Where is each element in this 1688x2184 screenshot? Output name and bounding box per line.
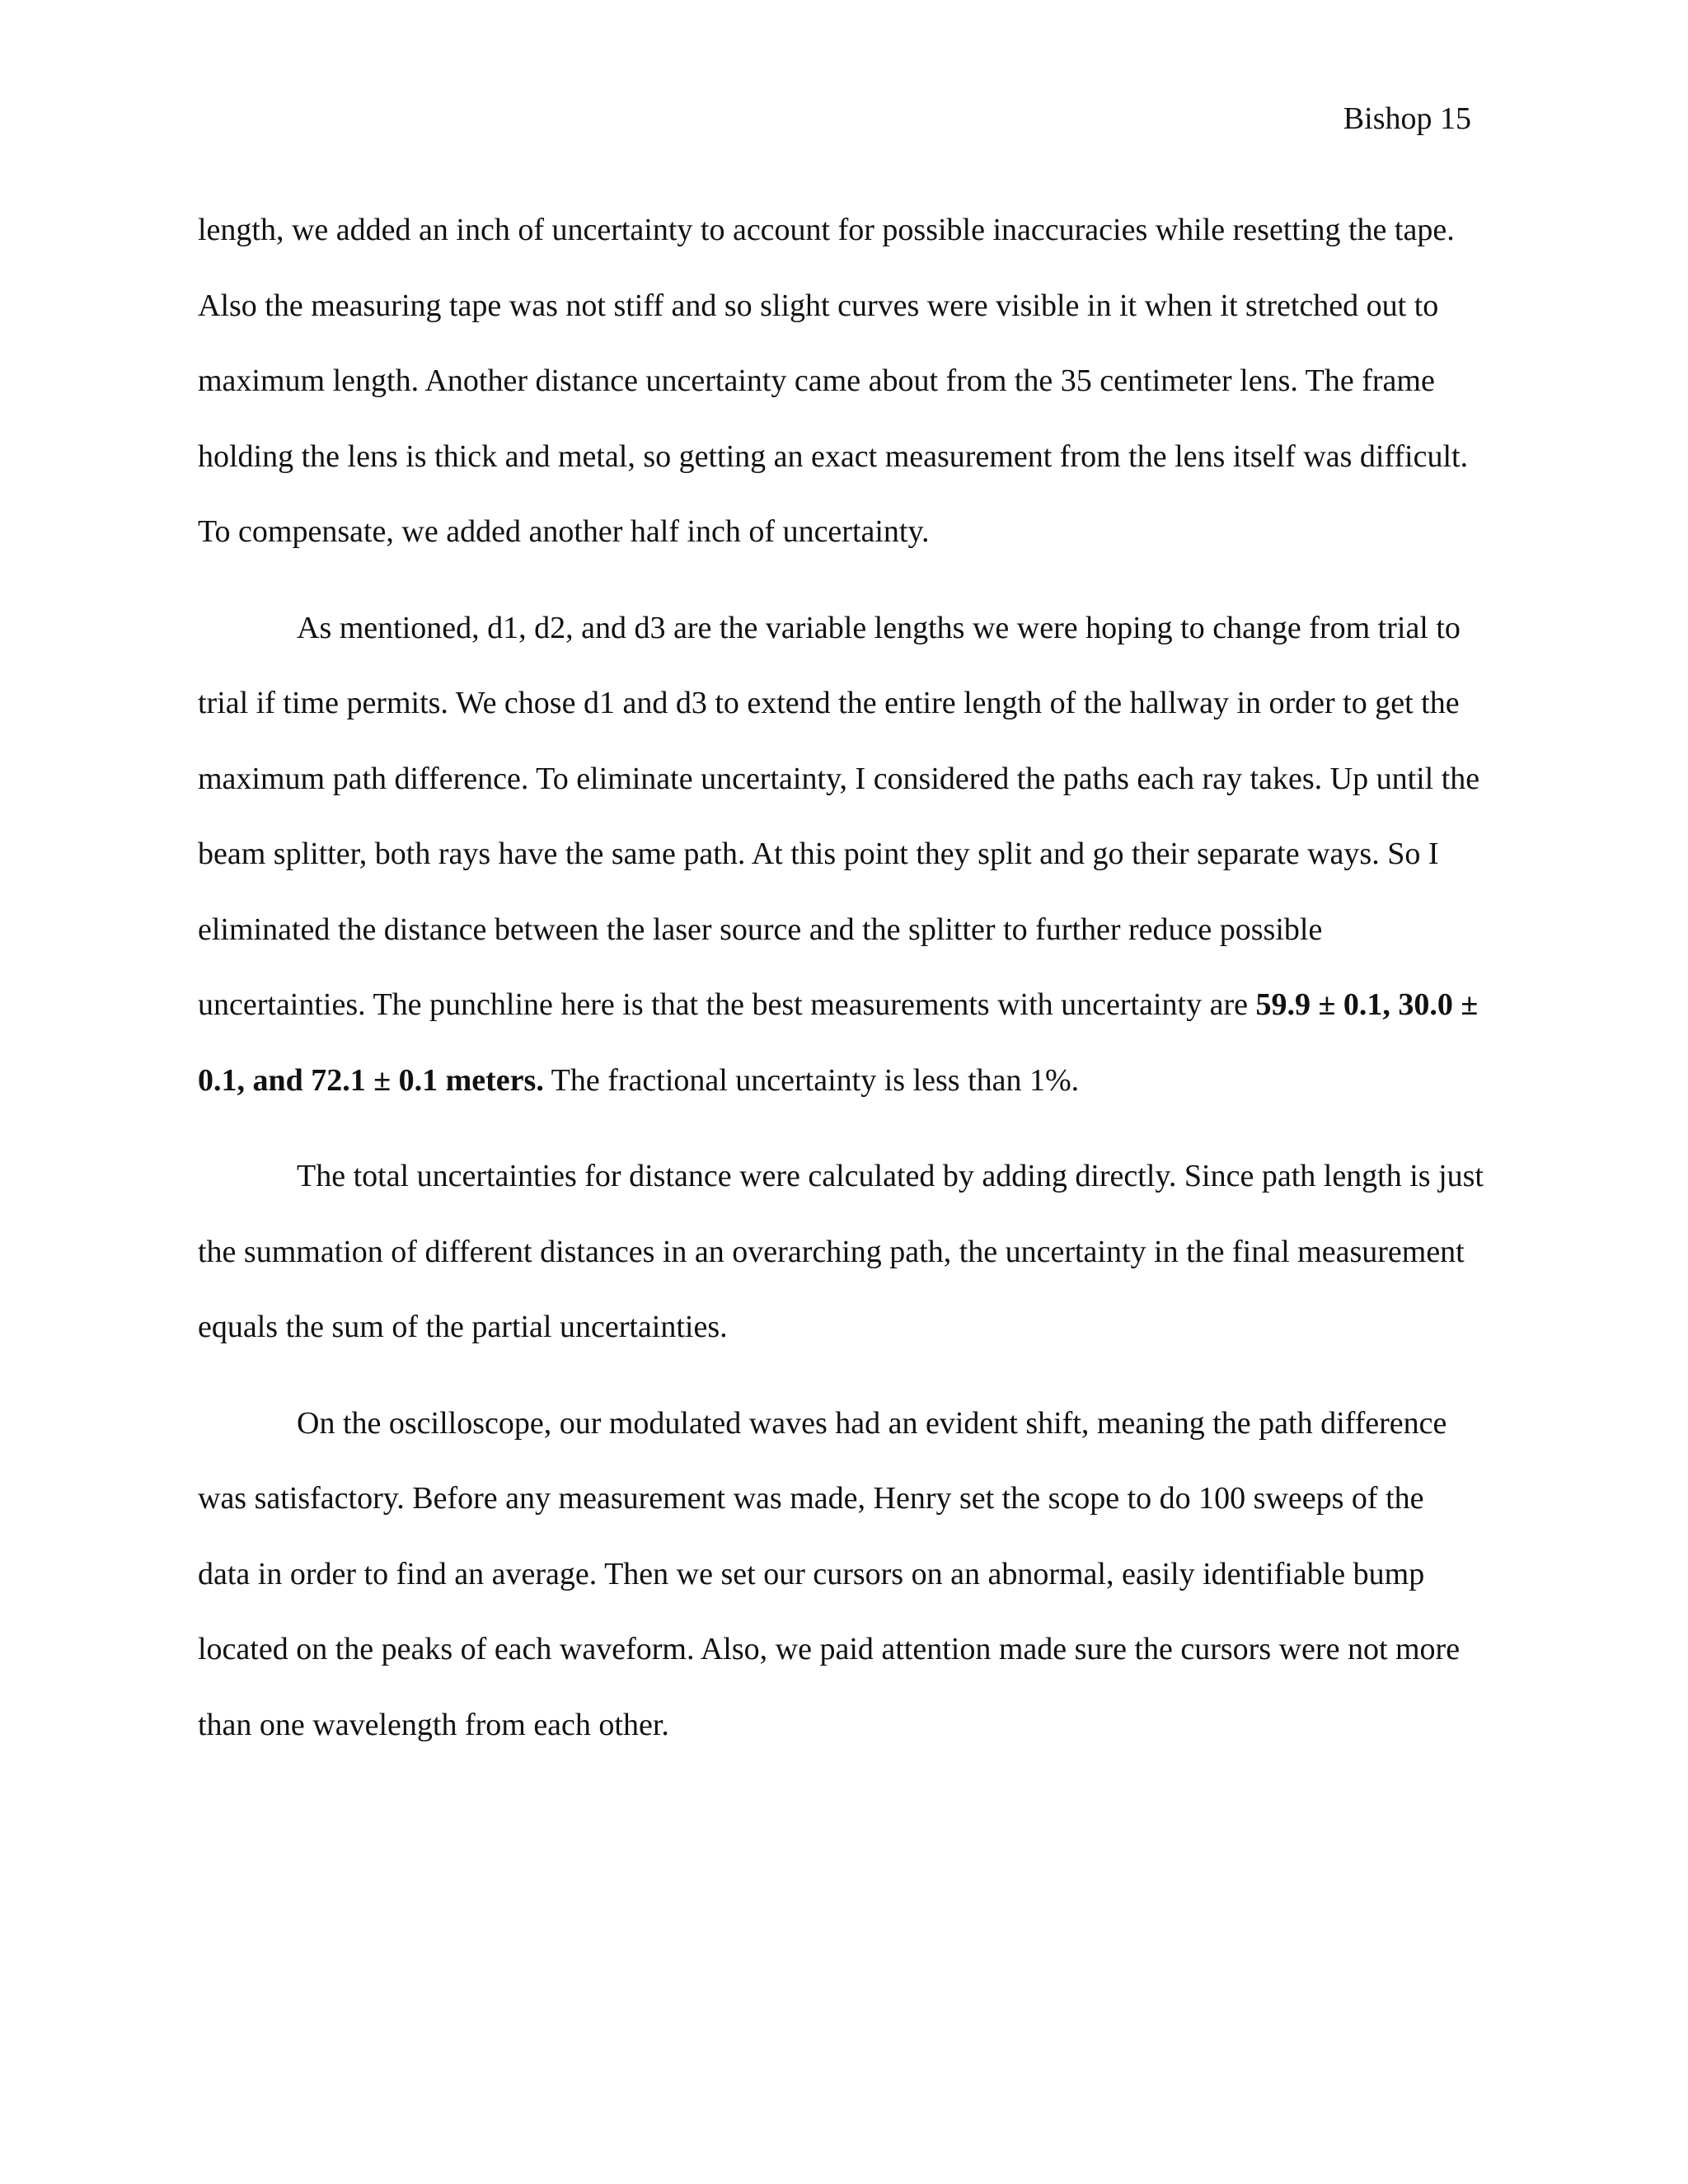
paragraph-3: The total uncertainties for distance were calculated by adding directly. Since path length is just the summation of different distances in an overarching path, the uncertainty in the final measurement equals the sum of the partial uncertainties. <box>198 1159 1484 1344</box>
paragraph-4: On the oscilloscope, our modulated waves had an evident shift, meaning the path difference was satisfactory. Before any measurement was made, Henry set the scope to do 100 sweeps of the data in order to find an average. Then we set our cursors on an abnormal, easily identifiable bump located on the peaks of each waveform. Also, we paid attention made sure the cursors were not more than one wavelength from each other. <box>198 1405 1461 1742</box>
paragraph-2-text-before: As mentioned, d1, d2, and d3 are the variable lengths we were hoping to change from trial to trial if time permits. We chose d1 and d3 to extend the entire length of the hallway in order to get the maximum path difference. To eliminate uncertainty, I considered the paths each ray takes. Up until the beam splitter, both rays have the same path. At this point they split and go their separate ways. So I eliminated the distance between the laser source and the splitter to further reduce possible uncertainties. The punchline here is that the best measurements with uncertainty are <box>198 610 1480 1022</box>
measurement-results: 59.9 ± 0.1, 30.0 ± 0.1, and 72.1 ± 0.1 meters. <box>198 987 1479 1098</box>
paragraph-2 <box>198 591 1484 1119</box>
paragraph-1: length, we added an inch of uncertainty to account for possible inaccuracies while resetting the tape. Also the measuring tape was not stiff and so slight curves were visible in it when it stretched out to maximum length. Another distance uncertainty came about from the 35 centimeter lens. The frame holding the lens is thick and metal, so getting an exact measurement from the lens itself was difficult. To compensate, we added another half inch of uncertainty. <box>198 213 1469 549</box>
paragraph-2-text-after: The fractional uncertainty is less than 1%. <box>543 1062 1080 1098</box>
body-text <box>198 193 1484 1763</box>
running-head: Bishop 15 <box>1343 101 1471 136</box>
